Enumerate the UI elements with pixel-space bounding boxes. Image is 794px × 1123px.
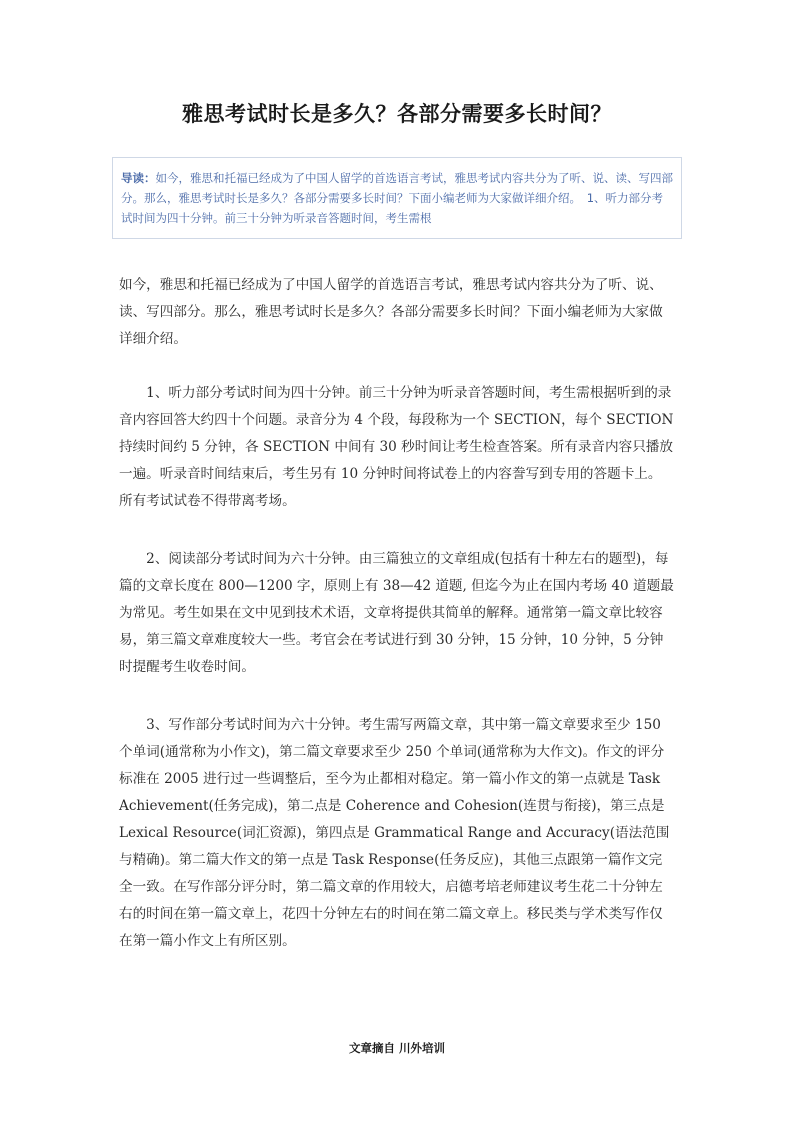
source-footer: 文章摘自 川外培训 [348, 1041, 445, 1055]
writing-paragraph: 3、写作部分考试时间为六十分钟。考生需写两篇文章，其中第一篇文章要求至少 150 个单词(通常称为小作文)，第二篇文章要求至少 250 个单词(通常称为大作文)。作文的评分标准在 2005 进行过一些调整后，至今为止都相对稳定。第一篇小作文的第一点就是 Task Achievement(任务完成)，第二点是 Coherence and Cohesion(连贯与衔接)，第三点是 Lexical Resource(词汇资源)，第四点是 Grammatical Range and Accuracy(语法范围与精确)。第二篇大作文的第一点是 Task Response(任务反应)，其他三点跟第一篇作文完全一致。在写作部分评分时，第二篇文章的作用较大，启德考培老师建议考生花二十分钟左右的时间在第一篇文章上，花四十分钟左右的时间在第二篇文章上。移民类与学术类写作仅在第一篇小作文上有所区别。 [119, 717, 670, 949]
lead-summary-box [112, 157, 682, 239]
intro-paragraph: 如今，雅思和托福已经成为了中国人留学的首选语言考试，雅思考试内容共分为了听、说、读、写四部分。那么，雅思考试时长是多久？各部分需要多长时间？下面小编老师为大家做详细介绍。 [119, 277, 663, 347]
lead-label: 导读： [121, 171, 156, 185]
page-title: 雅思考试时长是多久？各部分需要多长时间？ [182, 102, 612, 126]
reading-paragraph: 2、阅读部分考试时间为六十分钟。由三篇独立的文章组成(包括有十种左右的题型)，每篇的文章长度在 800—1200 字，原则上有 38—42 道题, 但迄今为止在国内考场 40 道题最为常见。考生如果在文中见到技术术语，文章将提供其简单的解释。通常第一篇文章比较容易，第三篇文章难度较大一些。考官会在考试进行到 30 分钟，15 分钟，10 分钟，5 分钟时提醒考生收卷时间。 [119, 551, 674, 675]
lead-text: 如今，雅思和托福已经成为了中国人留学的首选语言考试，雅思考试内容共分为了听、说、读、写四部分。那么，雅思考试时长是多久？各部分需要多长时间？下面小编老师为大家做详细介绍。 1、听力部分考试时间为四十分钟。前三十分钟为听录音答题时间，考生需根 [121, 171, 673, 225]
listening-paragraph: 1、听力部分考试时间为四十分钟。前三十分钟为听录音答题时间，考生需根据听到的录音内容回答大约四十个问题。录音分为 4 个段，每段称为一个 SECTION，每个 SECTION 持续时间约 5 分钟，各 SECTION 中间有 30 秒时间让考生检查答案。所有录音内容只播放一遍。听录音时间结束后，考生另有 10 分钟时间将试卷上的内容誊写到专用的答题卡上。所有考试试卷不得带离考场。 [119, 385, 674, 509]
